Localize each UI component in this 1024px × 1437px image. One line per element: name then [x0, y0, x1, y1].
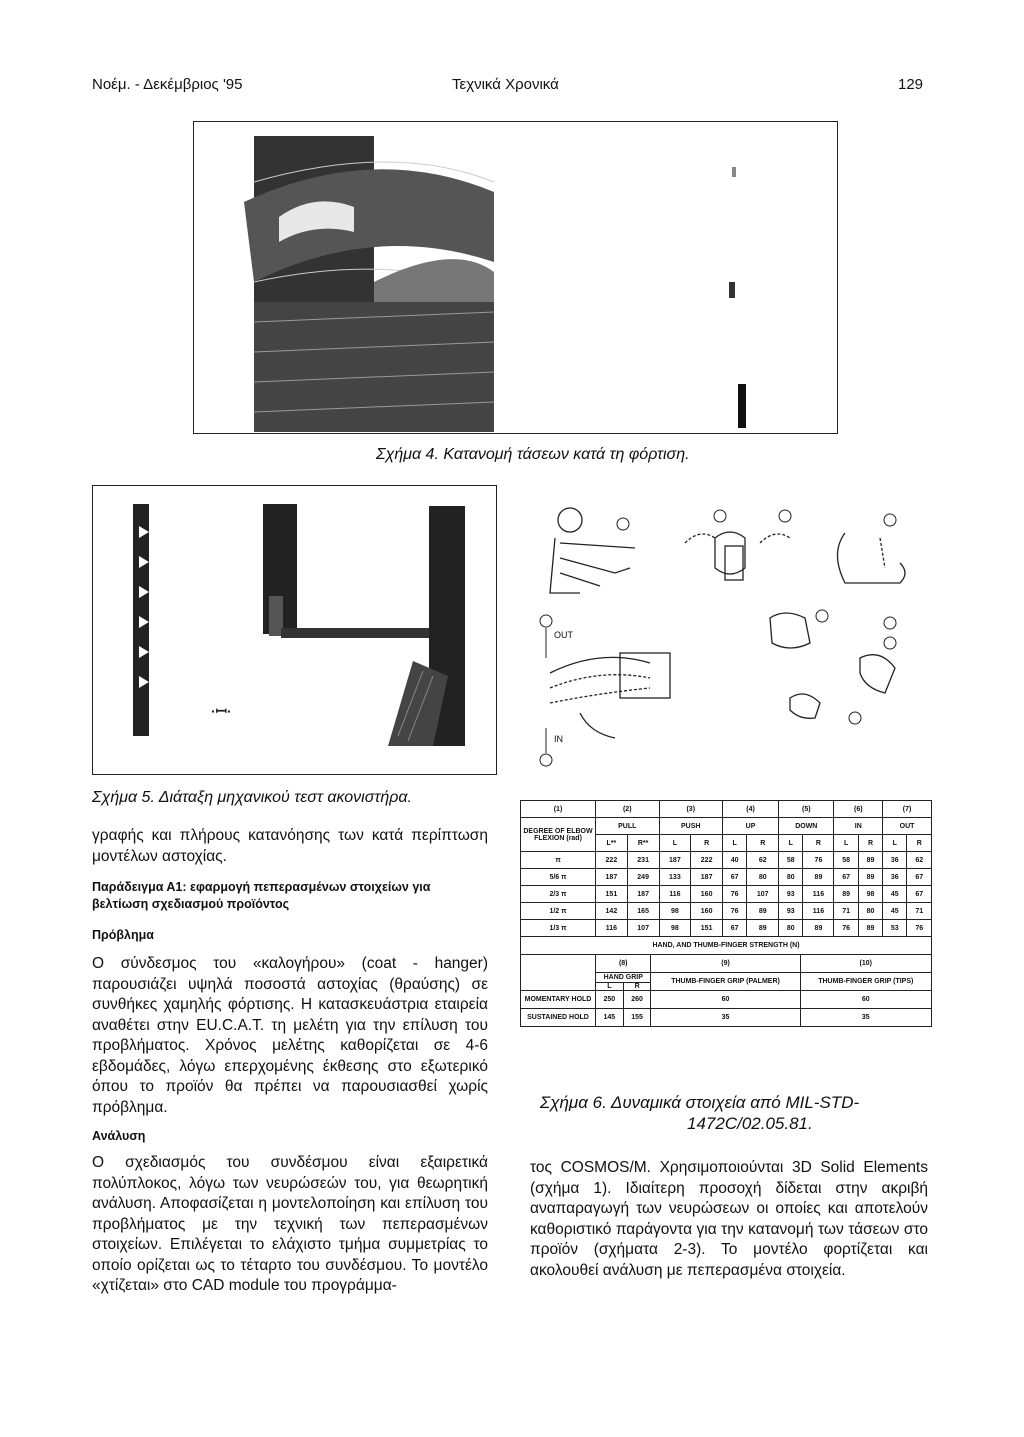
value-cell: 89	[834, 886, 858, 903]
side-header: R	[858, 835, 882, 852]
group-header: DOWN	[779, 818, 834, 835]
value-cell: 76	[803, 852, 834, 869]
figure-5-image	[92, 485, 497, 775]
analysis-heading: Ανάλυση	[92, 1129, 146, 1143]
value-cell: 60	[800, 991, 931, 1009]
force-table	[520, 800, 932, 1027]
angle-cell: 5/6 π	[521, 869, 596, 886]
value-cell: 53	[883, 920, 907, 937]
value-cell: 187	[691, 869, 723, 886]
diagram-label-out: OUT	[554, 630, 573, 640]
value-cell: 142	[596, 903, 628, 920]
right-column-paragraph: τος COSMOS/M. Χρησιμοποιούνται 3D Solid Elements (σχήμα 1). Ιδιαίτερη προσοχή δίδεται στην ακριβή αναπαραγωγή των νευρώσεων οι οποίες και αποτελούν καθοριστικό παράγοντα για την κατανομή των τάσεων στο προϊόν (σχήματα 2-3). Το μοντέλο φορτίζεται και ακολουθεί ανάλυση με πεπερασμένα στοιχεία.	[530, 1159, 928, 1279]
value-cell: 151	[691, 920, 723, 937]
figure-4-caption: Σχήμα 4. Κατανομή τάσεων κατά τη φόρτιση.	[376, 446, 690, 463]
value-cell: 76	[723, 886, 747, 903]
value-cell: 67	[907, 869, 932, 886]
value-cell: 80	[779, 869, 803, 886]
col-number: (5)	[779, 801, 834, 818]
value-cell: 36	[883, 852, 907, 869]
hold-label: MOMENTARY HOLD	[521, 991, 596, 1009]
figure-6-caption	[540, 1092, 859, 1134]
angle-cell: π	[521, 852, 596, 869]
table-row	[521, 818, 932, 835]
value-cell: 71	[907, 903, 932, 920]
col-number: (7)	[883, 801, 932, 818]
col-number: (8)	[596, 955, 651, 973]
problem-paragraph: Ο σύνδεσμος του «καλογήρου» (coat - hanger) παρουσιάζει υψηλά ποσοστά αστοχίας (θραύσης) σε συνθήκες χαμηλής φόρτισης. Η κατασκευάστρια εταιρεία αναθέτει στην EU.C.A.T. τη μελέτη για την επίλυση του προβλήματος. Χρόνος μελέτης καθορίζεται σε 4-6 εβδομάδες, λόγω επερχομένης έκθεσης στο εξωτερικό όπου το προϊόν θα πρέπει να παρουσιασθεί χωρίς πρόβλημα.	[92, 955, 488, 1116]
hand-strength-title: HAND, AND THUMB-FINGER STRENGTH (N)	[521, 937, 932, 955]
value-cell: 107	[627, 920, 659, 937]
side-header: R	[747, 835, 779, 852]
stress-distribution-photo	[194, 122, 836, 432]
value-cell: 80	[779, 920, 803, 937]
value-cell: 62	[747, 852, 779, 869]
col-number: (10)	[800, 955, 931, 973]
value-cell: 60	[651, 991, 800, 1009]
value-cell: 76	[723, 903, 747, 920]
page-number: 129	[898, 76, 924, 93]
value-cell: 151	[596, 886, 628, 903]
value-cell: 231	[627, 852, 659, 869]
side-header: R**	[627, 835, 659, 852]
side-header: L**	[596, 835, 628, 852]
figure-6-diagram	[520, 498, 930, 783]
group-header: UP	[723, 818, 779, 835]
table-row	[521, 991, 932, 1009]
value-cell: 160	[691, 886, 723, 903]
value-cell: 76	[907, 920, 932, 937]
header-title: Τεχνικά Χρονικά	[452, 76, 559, 93]
table-row	[521, 869, 932, 886]
side-header: L	[883, 835, 907, 852]
example-title: Παράδειγμα Α1: εφαρμογή πεπερασμένων στοιχείων για βελτίωση σχεδιασμού προϊόντος	[92, 880, 431, 911]
hand-grip-header: HAND GRIP	[596, 973, 650, 983]
value-cell: 98	[659, 920, 691, 937]
value-cell: 89	[747, 920, 779, 937]
value-cell: 222	[691, 852, 723, 869]
col-number: (3)	[659, 801, 723, 818]
value-cell: 89	[803, 920, 834, 937]
analysis-paragraph: Ο σχεδιασμός του συνδέσμου είναι εξαιρετικά πολύπλοκος, λόγω των νευρώσεών του, για θεωρητική ανάλυση. Αποφασίζεται η μοντελοποίηση και επίλυση του προβλήματος με την τεχνική των πεπερασμένων στοιχείων. Επιλέγεται το ελάχιστο τμήμα συμμετρίας το οποίο ορίζεται ως το τέταρτο του συνδέσμου. Το μοντέλο «χτίζεται» στο CAD module του προγράμμα-	[92, 1154, 488, 1294]
value-cell: 116	[659, 886, 691, 903]
side-header: L	[659, 835, 691, 852]
table-row	[521, 937, 932, 955]
figure-6-caption-line1: Σχήμα 6. Δυναμικά στοιχεία από MIL-STD-	[540, 1093, 860, 1112]
value-cell: 187	[659, 852, 691, 869]
group-header: PUSH	[659, 818, 723, 835]
angle-cell: 1/2 π	[521, 903, 596, 920]
hold-label: SUSTAINED HOLD	[521, 1009, 596, 1027]
value-cell: 58	[779, 852, 803, 869]
figure-5-caption: Σχήμα 5. Διάταξη μηχανικού τεστ ακονιστήρα.	[92, 789, 412, 806]
value-cell: 89	[858, 920, 882, 937]
value-cell: 89	[858, 869, 882, 886]
intro-paragraph: γραφής και πλήρους κατανόησης των κατά περίπτωση μοντέλων αστοχίας.	[92, 827, 488, 865]
value-cell: 160	[691, 903, 723, 920]
value-cell: 98	[659, 903, 691, 920]
value-cell: 67	[834, 869, 858, 886]
col-number: (2)	[596, 801, 660, 818]
value-cell: 116	[803, 886, 834, 903]
value-cell: 40	[723, 852, 747, 869]
value-cell: 89	[747, 903, 779, 920]
value-cell: 222	[596, 852, 628, 869]
value-cell: 260	[623, 991, 651, 1009]
value-cell: 58	[834, 852, 858, 869]
value-cell: 116	[596, 920, 628, 937]
side-header: R	[803, 835, 834, 852]
svg-text:·ꟷ·: ·ꟷ·	[211, 703, 232, 719]
value-cell: 76	[834, 920, 858, 937]
body-motion-diagram	[520, 498, 930, 783]
table-row	[521, 920, 932, 937]
value-cell: 80	[858, 903, 882, 920]
figure-6-caption-line2: 1472C/02.05.81.	[687, 1114, 813, 1133]
value-cell: 67	[723, 920, 747, 937]
angle-cell: 2/3 π	[521, 886, 596, 903]
side-header: L	[723, 835, 747, 852]
side-header: L	[779, 835, 803, 852]
table-row	[521, 852, 932, 869]
thumb-palmer-header: THUMB-FINGER GRIP (PALMER)	[651, 973, 800, 991]
col-number: (6)	[834, 801, 883, 818]
value-cell: 36	[883, 869, 907, 886]
value-cell: 93	[779, 903, 803, 920]
elbow-flexion-header: DEGREE OF ELBOW FLEXION (rad)	[521, 818, 596, 852]
value-cell: 35	[800, 1009, 931, 1027]
side-header: L	[834, 835, 858, 852]
value-cell: 145	[596, 1009, 624, 1027]
value-cell: 116	[803, 903, 834, 920]
value-cell: 89	[803, 869, 834, 886]
value-cell: 93	[779, 886, 803, 903]
thumb-tips-header: THUMB-FINGER GRIP (TIPS)	[800, 973, 931, 991]
value-cell: 107	[747, 886, 779, 903]
col-number: (9)	[651, 955, 800, 973]
table-row	[521, 903, 932, 920]
value-cell: 187	[596, 869, 628, 886]
col-number: (4)	[723, 801, 779, 818]
value-cell: 35	[651, 1009, 800, 1027]
hand-right-header: R	[634, 983, 640, 990]
mechanical-test-setup-photo	[93, 486, 495, 773]
value-cell: 249	[627, 869, 659, 886]
value-cell: 98	[858, 886, 882, 903]
table-row	[521, 886, 932, 903]
group-header: OUT	[883, 818, 932, 835]
value-cell: 67	[907, 886, 932, 903]
group-header: PULL	[596, 818, 660, 835]
hand-left-header: L	[596, 983, 624, 990]
header-left: Νοέμ. - Δεκέμβριος '95	[92, 76, 243, 93]
col-number: (1)	[521, 801, 596, 818]
value-cell: 62	[907, 852, 932, 869]
group-header: IN	[834, 818, 883, 835]
value-cell: 45	[883, 903, 907, 920]
value-cell: 89	[858, 852, 882, 869]
diagram-label-in: IN	[554, 734, 563, 744]
value-cell: 71	[834, 903, 858, 920]
problem-heading: Πρόβλημα	[92, 928, 154, 942]
figure-4-image	[193, 121, 838, 434]
table-row	[521, 801, 932, 818]
value-cell: 155	[623, 1009, 651, 1027]
value-cell: 80	[747, 869, 779, 886]
value-cell: 250	[596, 991, 624, 1009]
value-cell: 187	[627, 886, 659, 903]
side-header: R	[907, 835, 932, 852]
side-header: R	[691, 835, 723, 852]
value-cell: 67	[723, 869, 747, 886]
value-cell: 165	[627, 903, 659, 920]
angle-cell: 1/3 π	[521, 920, 596, 937]
value-cell: 133	[659, 869, 691, 886]
value-cell: 45	[883, 886, 907, 903]
left-column	[92, 826, 488, 1297]
table-row	[521, 955, 932, 973]
table-row	[521, 1009, 932, 1027]
